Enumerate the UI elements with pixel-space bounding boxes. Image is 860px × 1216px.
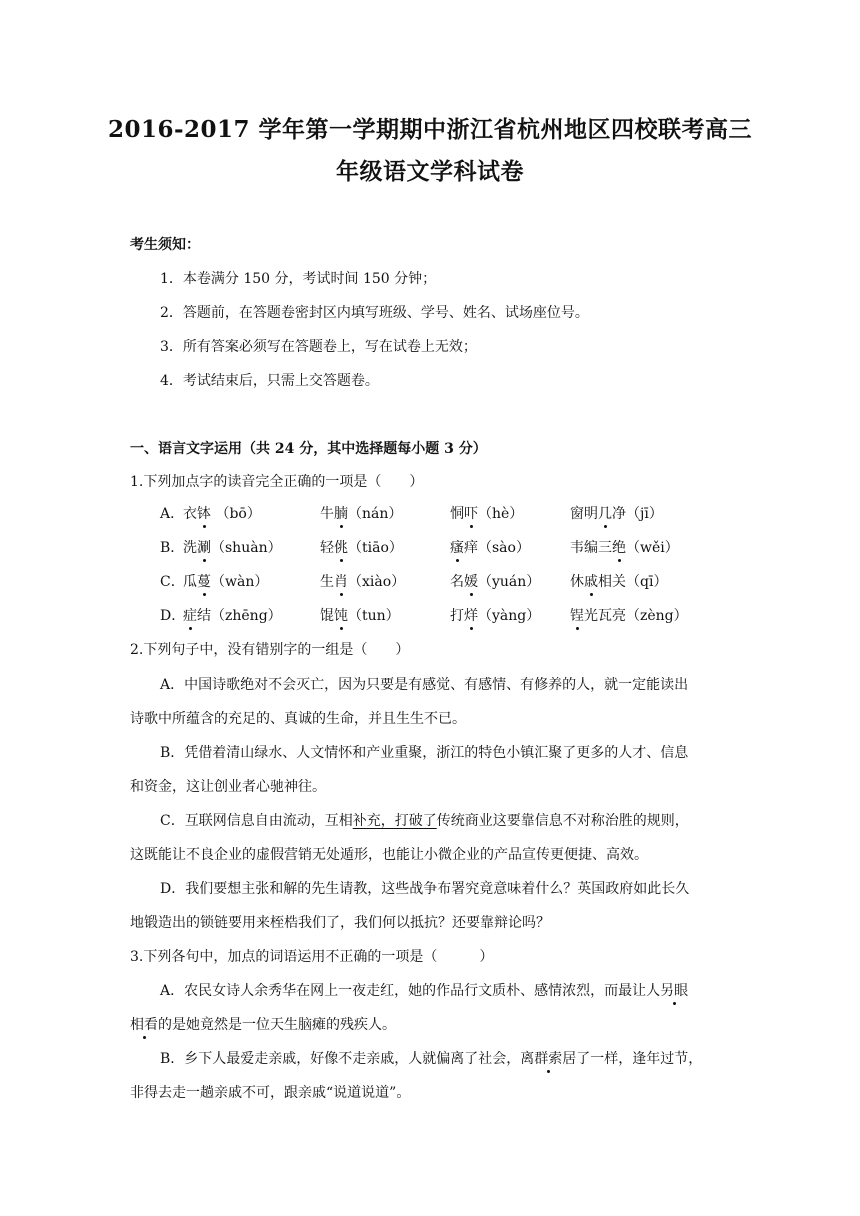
q3-option-b-line2: 非得去走一趟亲戚不可，跟亲戚“说道说道”。 [130, 1085, 411, 1101]
q1-option-a-word-4: 窗明几净（jī） [570, 506, 663, 522]
q1-option-c-word-3: 名媛（yuán） [450, 574, 541, 590]
q1-option-a-label: A． [160, 506, 185, 522]
notice-item: 3．所有答案必须写在答题卷上，写在试卷上无效； [160, 339, 477, 355]
question-3-stem: 3.下列各句中，加点的词语运用不正确的一项是（ ） [130, 949, 494, 965]
q2-option-c-line1: C．互联网信息自由流动，互相补充，打破了传统商业这要靠信息不对称治胜的规则， [160, 813, 689, 829]
q1-option-d-label: D． [160, 608, 186, 624]
q1-option-b-word-4: 韦编三绝（wěi） [570, 540, 679, 556]
exam-title-line1: 2016-2017 学年第一学期期中浙江省杭州地区四校联考高三 [107, 116, 753, 143]
q1-option-b-word-2: 轻佻（tiāo） [320, 540, 403, 556]
q3-option-b-line1: B．乡下人最爱走亲戚，好像不走亲戚，人就偏离了社会，离群索居了一样，逢年过节， [160, 1051, 703, 1067]
underlined-phrase: 补充，打破了 [352, 813, 437, 829]
q2-option-b-line1: B．凭借着清山绿水、人文情怀和产业重聚，浙江的特色小镇汇聚了更多的人才、信息 [160, 745, 689, 761]
q1-option-c-word-4: 休戚相关（qī） [570, 574, 668, 590]
q1-option-d-word-4: 锃光瓦亮（zèng） [570, 608, 688, 624]
q1-option-c-label: C． [160, 574, 185, 590]
q1-option-b-word-3: 瘙痒（sào） [450, 540, 530, 556]
notice-item: 2．答题前，在答题卷密封区内填写班级、学号、姓名、试场座位号。 [160, 305, 589, 321]
q1-option-d-word-1: 症结（zhēng） [183, 608, 282, 624]
q3-option-a-line2: 相看的是她竟然是一位天生脑瘫的残疾人。 [130, 1017, 396, 1033]
q1-option-d-word-2: 馄饨（tun） [320, 608, 400, 624]
q1-option-a-word-1: 衣钵 （bō） [183, 506, 261, 522]
q2-option-b-line2: 和资金，这让创业者心驰神往。 [130, 779, 326, 795]
question-2-stem: 2.下列句子中，没有错别字的一组是（ ） [130, 642, 410, 658]
q2-option-d-line1: D．我们要想主张和解的先生请教，这些战争布署究竟意味着什么？英国政府如此长久 [160, 881, 690, 897]
exam-title-line2: 年级语文学科试卷 [336, 158, 524, 185]
notice-heading: 考生须知： [130, 237, 200, 253]
notice-item: 4．考试结束后，只需上交答题卷。 [160, 373, 379, 389]
q1-option-b-label: B． [160, 540, 185, 556]
q3-option-a-line1: A．农民女诗人余秀华在网上一夜走红，她的作品行文质朴、感情浓烈，而最让人另眼 [160, 983, 689, 999]
q1-option-c-word-1: 瓜蔓（wàn） [183, 574, 269, 590]
notice-item: 1．本卷满分 150 分，考试时间 150 分钟； [160, 271, 437, 287]
q1-option-b-word-1: 洗涮（shuàn） [183, 540, 282, 556]
q1-option-d-word-3: 打烊（yàng） [450, 608, 541, 624]
q2-option-d-line2: 地锻造出的锁链要用来桎梏我们了，我们何以抵抗？还要靠辩论吗？ [130, 915, 550, 931]
q1-option-a-word-3: 恫吓（hè） [450, 506, 524, 522]
question-1-stem: 1.下列加点字的读音完全正确的一项是（ ） [130, 474, 424, 490]
q1-option-c-word-2: 生肖（xiào） [320, 574, 406, 590]
q2-option-a-line1: A．中国诗歌绝对不会灭亡，因为只要是有感觉、有感情、有修养的人，就一定能读出 [160, 677, 689, 693]
section-1-heading: 一、语言文字运用（共 24 分，其中选择题每小题 3 分） [130, 441, 487, 457]
q2-option-c-line2: 这既能让不良企业的虚假营销无处遁形，也能让小微企业的产品宣传更便捷、高效。 [130, 847, 648, 863]
q2-option-a-line2: 诗歌中所蕴含的充足的、真诚的生命，并且生生不已。 [130, 711, 466, 727]
q1-option-a-word-2: 牛腩（nán） [320, 506, 403, 522]
